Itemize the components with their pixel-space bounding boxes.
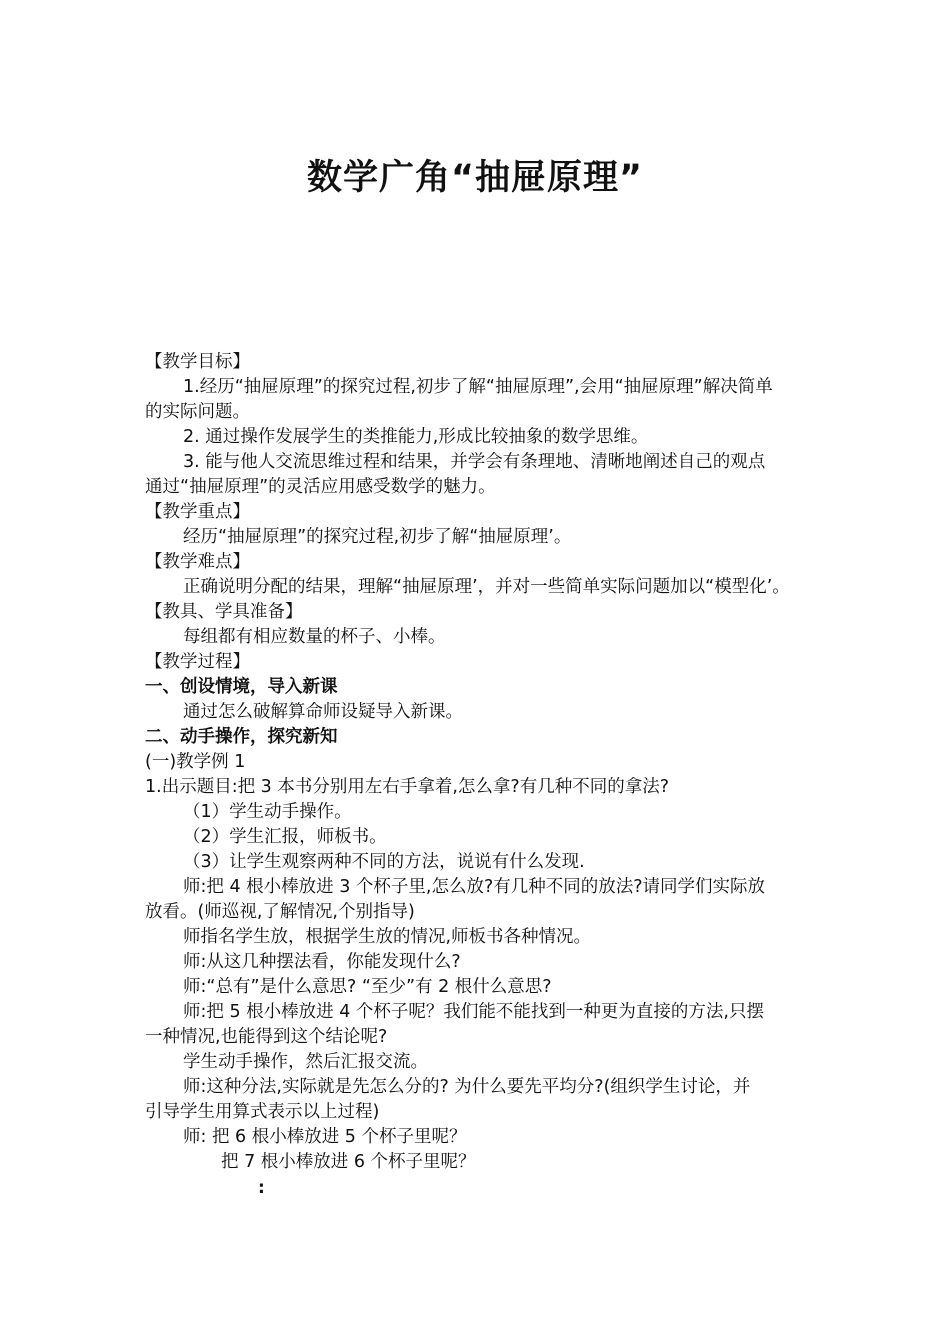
paragraph-line: 引导学生用算式表示以上过程) xyxy=(145,1102,380,1122)
paragraph-line: (一)教学例 1 xyxy=(145,752,246,772)
paragraph-line: 的实际问题。 xyxy=(145,402,250,422)
paragraph-line: 正确说明分配的结果，理解“抽屉原理’，并对一些简单实际问题加以“模型化’。 xyxy=(183,577,790,597)
paragraph-line: 师:把 4 根小棒放进 3 个杯子里,怎么放?有几种不同的放法?请同学们实际放 xyxy=(183,877,766,897)
paragraph-line: （1）学生动手操作。 xyxy=(183,802,352,822)
paragraph-line: 每组都有相应数量的杯子、小棒。 xyxy=(183,627,446,647)
section-heading-difficulties: 【教学难点】 xyxy=(145,552,250,572)
paragraph-line: 经历“抽屉原理”的探究过程,初步了解“抽屉原理’。 xyxy=(183,527,572,547)
paragraph-line: 1.出示题目:把 3 本书分别用左右手拿着,怎么拿?有几种不同的拿法? xyxy=(145,777,669,797)
paragraph-line: 师指名学生放，根据学生放的情况,师板书各种情况。 xyxy=(183,927,592,947)
subsection-heading: 二、动手操作，探究新知 xyxy=(145,727,338,747)
paragraph-line: （3）让学生观察两种不同的方法，说说有什么发现. xyxy=(183,852,585,872)
paragraph-line: 师:把 5 根小棒放进 4 个杯子呢？我们能不能找到一种更为直接的方法,只摆 xyxy=(183,1002,764,1022)
document-title: 数学广角“抽屉原理” xyxy=(306,158,643,198)
paragraph-line: （2）学生汇报，师板书。 xyxy=(183,827,387,847)
subsection-heading: 一、创设情境，导入新课 xyxy=(145,677,338,697)
document-body xyxy=(145,350,825,1175)
paragraph-line: 通过“抽屉原理”的灵活应用感受数学的魅力。 xyxy=(145,477,496,497)
section-heading-objectives: 【教学目标】 xyxy=(145,352,250,372)
paragraph-line: 放看。(师巡视,了解情况,个别指导) xyxy=(145,902,415,922)
paragraph-line: 师:这种分法,实际就是先怎么分的? 为什么要先平均分?(组织学生讨论，并 xyxy=(183,1077,751,1097)
paragraph-line: 一种情况,也能得到这个结论呢? xyxy=(145,1027,388,1047)
continuation-mark: : xyxy=(258,1178,265,1198)
paragraph-line: 3. 能与他人交流思维过程和结果，并学会有条理地、清晰地阐述自己的观点 xyxy=(183,452,766,472)
paragraph-line: 2. 通过操作发展学生的类推能力,形成比较抽象的数学思维。 xyxy=(183,427,649,447)
paragraph-line: 师:“总有”是什么意思? “至少”有 2 根什么意思? xyxy=(183,977,552,997)
paragraph-line: 师:从这几种摆法看，你能发现什么? xyxy=(183,952,461,972)
paragraph-line: 通过怎么破解算命师设疑导入新课。 xyxy=(183,702,463,722)
paragraph-line: 把 7 根小棒放进 6 个杯子里呢？ xyxy=(221,1152,476,1172)
paragraph-line: 师: 把 6 根小棒放进 5 个杯子里呢？ xyxy=(183,1127,467,1147)
paragraph-line: 1.经历“抽屉原理”的探究过程,初步了解“抽屉原理”,会用“抽屉原理”解决简单 xyxy=(183,377,773,397)
section-heading-key-points: 【教学重点】 xyxy=(145,502,250,522)
section-heading-process: 【教学过程】 xyxy=(145,652,250,672)
paragraph-line: 学生动手操作，然后汇报交流。 xyxy=(183,1052,428,1072)
section-heading-materials: 【教具、学具准备】 xyxy=(145,602,303,622)
